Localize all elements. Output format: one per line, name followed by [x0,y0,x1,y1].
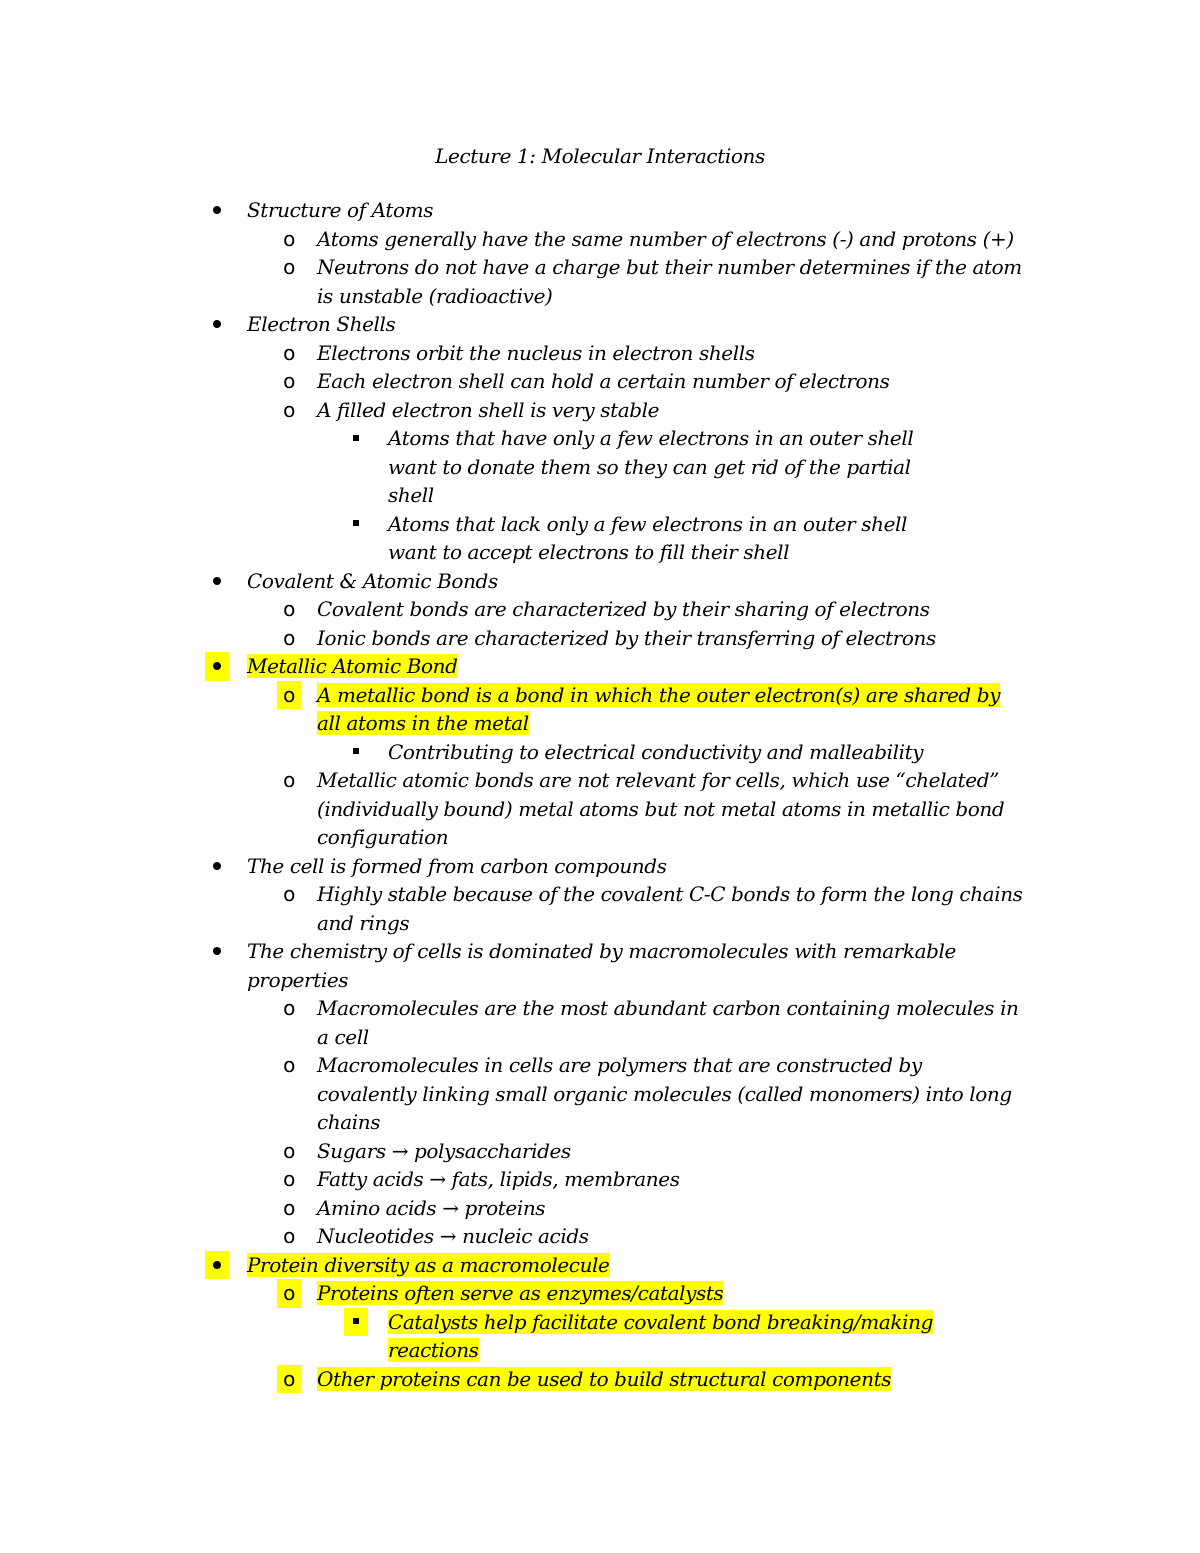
circle-bullet-icon: o [277,1365,301,1394]
list-item-text: Electron Shells [247,312,396,336]
list-item-text: Protein diversity as a macromolecule [247,1252,610,1277]
circle-bullet-icon: o [283,1138,295,1163]
list-item [0,766,1027,852]
list-item-text: Proteins often serve as enzymes/catalysts [317,1281,724,1305]
circle-bullet-icon: o [283,768,295,792]
list-item-text: Ionic bonds are characterized by their transferring of electrons [317,625,936,650]
outline-list [0,196,1200,1393]
list-item [0,367,1027,396]
list-item-text: Atoms that lack only a few electrons in an outer shell want to accept electrons to fill their shell [388,511,908,564]
list-item [0,567,1047,596]
list-item [0,994,1027,1051]
document-title: Lecture 1: Molecular Interactions [435,144,765,168]
circle-bullet-icon: o [283,369,295,393]
bullet-icon [205,1251,229,1280]
circle-bullet-icon: o [283,340,295,365]
list-item-text: A metallic bond is a bond in which the outer electron(s) are shared by all atoms in the metal [317,682,1001,735]
list-item-highlighted [0,1308,948,1365]
circle-bullet-icon: o [283,1195,295,1220]
list-item-highlighted [0,652,1047,681]
square-bullet-icon [344,424,368,453]
list-item-highlighted [0,1365,1027,1394]
bullet-icon [205,196,229,225]
square-bullet-icon [344,738,368,767]
list-item-text: Fatty acids → fats, lipids, membranes [317,1167,680,1191]
list-item [0,1194,1027,1223]
circle-bullet-icon: o [283,625,295,650]
list-item [0,225,1027,254]
list-item-text: Covalent & Atomic Bonds [247,568,498,593]
list-item-text: Metallic atomic bonds are not relevant for cells, which use “chelated” (individually bound) metal atoms but not metal atoms in metallic bond configuration [317,768,1005,849]
list-item-text: The chemistry of cells is dominated by macromolecules with remarkable properties [247,939,956,992]
list-item-text: Contributing to electrical conductivity and malleability [388,739,924,764]
list-item-text: Structure of Atoms [247,198,434,222]
list-item [0,738,948,767]
list-item-highlighted [0,1279,1027,1308]
circle-bullet-icon: o [283,882,295,906]
list-item-text: Catalysts help facilitate covalent bond breaking/making reactions [388,1309,933,1362]
list-item-text: Metallic Atomic Bond [247,654,458,678]
list-item-highlighted [0,1251,1047,1280]
list-item-text: The cell is formed from carbon compounds [247,853,667,878]
bullet-icon [205,937,229,966]
square-bullet-icon [344,1308,368,1337]
list-item [0,510,948,567]
list-item [0,880,1027,937]
list-item-text: Each electron shell can hold a certain number of electrons [317,369,890,393]
list-item [0,1222,1027,1251]
list-item-text: Amino acids → proteins [317,1195,546,1220]
circle-bullet-icon: o [283,255,295,279]
circle-bullet-icon: o [283,996,295,1020]
circle-bullet-icon: o [283,1224,295,1248]
list-item [0,339,1027,368]
circle-bullet-icon: o [283,397,295,422]
circle-bullet-icon: o [277,1279,301,1308]
bullet-icon [205,567,229,596]
list-item-text: Macromolecules in cells are polymers that are constructed by covalently linking small organic molecules (called monomers) into long chains [317,1053,1012,1134]
list-item-text: Other proteins can be used to build structural components [317,1366,892,1391]
circle-bullet-icon: o [283,597,295,621]
list-item-text: Atoms generally have the same number of electrons (-) and protons (+) [317,226,1014,251]
list-item [0,1051,1027,1137]
list-item [0,1137,1027,1166]
bullet-icon [205,852,229,881]
list-item [0,595,1027,624]
circle-bullet-icon: o [277,681,301,710]
list-item [0,310,1047,339]
circle-bullet-icon: o [283,1167,295,1191]
list-item [0,396,1027,425]
list-item [0,624,1027,653]
circle-bullet-icon: o [283,226,295,251]
circle-bullet-icon: o [283,1053,295,1077]
list-item-text: A filled electron shell is very stable [317,397,660,422]
list-item [0,1165,1027,1194]
bullet-icon [205,652,229,681]
list-item-text: Electrons orbit the nucleus in electron shells [317,340,755,365]
list-item-text: Neutrons do not have a charge but their number determines if the atom is unstable (radioactive) [317,255,1022,308]
list-item [0,424,948,510]
bullet-icon [205,310,229,339]
list-item [0,196,1047,225]
list-item-text: Atoms that have only a few electrons in an outer shell want to donate them so they can get rid of the partial shell [388,426,914,507]
list-item [0,937,1047,994]
list-item-text: Sugars → polysaccharides [317,1138,571,1163]
list-item-text: Nucleotides → nucleic acids [317,1224,589,1248]
list-item [0,253,1027,310]
list-item-text: Covalent bonds are characterized by their sharing of electrons [317,597,930,621]
list-item-text: Highly stable because of the covalent C-C bonds to form the long chains and rings [317,882,1023,935]
square-bullet-icon [344,510,368,539]
list-item-highlighted [0,681,1027,738]
list-item-text: Macromolecules are the most abundant carbon containing molecules in a cell [317,996,1019,1049]
list-item [0,852,1047,881]
